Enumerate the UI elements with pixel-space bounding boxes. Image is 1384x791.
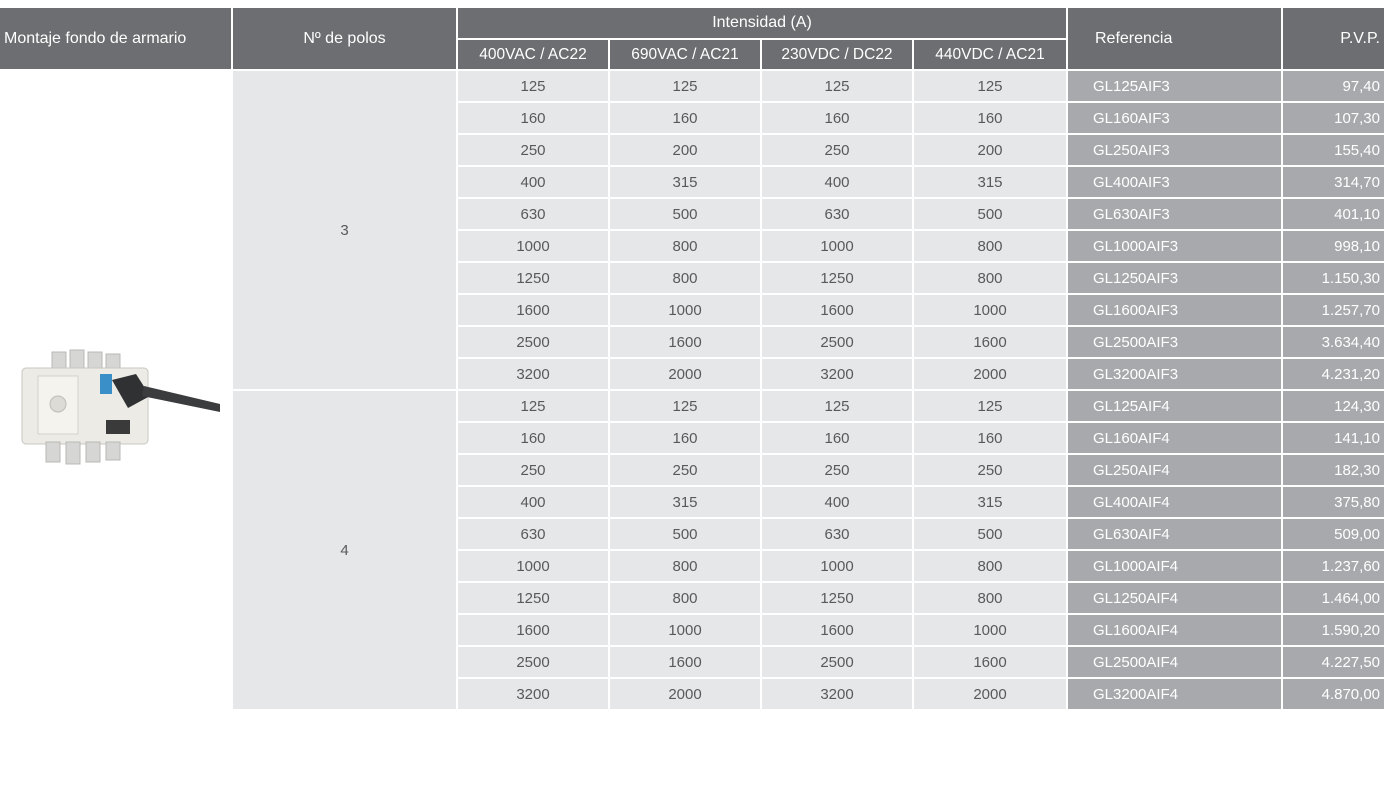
reference-cell: GL1000AIF4 <box>1068 551 1281 581</box>
intensity-cell: 3200 <box>458 359 608 389</box>
intensity-cell: 200 <box>914 135 1066 165</box>
price-cell: 998,10 <box>1283 231 1384 261</box>
intensity-cell: 500 <box>610 519 760 549</box>
intensity-cell: 125 <box>762 71 912 101</box>
price-cell: 97,40 <box>1283 71 1384 101</box>
intensity-cell: 630 <box>762 519 912 549</box>
intensity-cell: 1600 <box>762 615 912 645</box>
intensity-cell: 1000 <box>458 551 608 581</box>
intensity-cell: 1000 <box>762 231 912 261</box>
intensity-cell: 2500 <box>458 327 608 357</box>
intensity-cell: 500 <box>610 199 760 229</box>
price-cell: 509,00 <box>1283 519 1384 549</box>
intensity-cell: 1600 <box>610 327 760 357</box>
reference-cell: GL1600AIF4 <box>1068 615 1281 645</box>
header-voltage-400vac: 400VAC / AC22 <box>458 40 608 69</box>
reference-cell: GL400AIF3 <box>1068 167 1281 197</box>
reference-cell: GL400AIF4 <box>1068 487 1281 517</box>
intensity-cell: 800 <box>914 583 1066 613</box>
intensity-cell: 250 <box>762 455 912 485</box>
reference-cell: GL630AIF3 <box>1068 199 1281 229</box>
intensity-cell: 2000 <box>610 679 760 709</box>
price-cell: 3.634,40 <box>1283 327 1384 357</box>
price-cell: 124,30 <box>1283 391 1384 421</box>
reference-cell: GL630AIF4 <box>1068 519 1281 549</box>
intensity-cell: 800 <box>610 231 760 261</box>
intensity-cell: 315 <box>610 167 760 197</box>
intensity-cell: 125 <box>458 391 608 421</box>
intensity-cell: 800 <box>914 551 1066 581</box>
reference-cell: GL160AIF4 <box>1068 423 1281 453</box>
intensity-cell: 1600 <box>914 327 1066 357</box>
intensity-cell: 1600 <box>458 295 608 325</box>
intensity-cell: 400 <box>762 167 912 197</box>
intensity-cell: 3200 <box>762 679 912 709</box>
intensity-cell: 125 <box>610 391 760 421</box>
switch-disconnector-photo <box>16 346 220 472</box>
intensity-cell: 125 <box>610 71 760 101</box>
intensity-cell: 1600 <box>458 615 608 645</box>
intensity-cell: 160 <box>762 103 912 133</box>
header-voltage-690vac: 690VAC / AC21 <box>610 40 760 69</box>
reference-cell: GL1250AIF3 <box>1068 263 1281 293</box>
price-cell: 141,10 <box>1283 423 1384 453</box>
price-cell: 314,70 <box>1283 167 1384 197</box>
intensity-cell: 1000 <box>914 295 1066 325</box>
intensity-cell: 1600 <box>914 647 1066 677</box>
header-voltage-440vdc: 440VDC / AC21 <box>914 40 1066 69</box>
intensity-cell: 1000 <box>914 615 1066 645</box>
reference-cell: GL125AIF4 <box>1068 391 1281 421</box>
price-cell: 1.590,20 <box>1283 615 1384 645</box>
price-cell: 4.870,00 <box>1283 679 1384 709</box>
price-cell: 4.227,50 <box>1283 647 1384 677</box>
intensity-cell: 1600 <box>762 295 912 325</box>
header-voltage-230vdc: 230VDC / DC22 <box>762 40 912 69</box>
intensity-cell: 250 <box>610 455 760 485</box>
intensity-cell: 3200 <box>762 359 912 389</box>
intensity-cell: 160 <box>762 423 912 453</box>
intensity-cell: 2500 <box>762 327 912 357</box>
intensity-cell: 3200 <box>458 679 608 709</box>
intensity-cell: 630 <box>458 519 608 549</box>
reference-cell: GL2500AIF4 <box>1068 647 1281 677</box>
intensity-cell: 315 <box>610 487 760 517</box>
intensity-cell: 1250 <box>762 583 912 613</box>
intensity-cell: 400 <box>458 167 608 197</box>
price-cell: 1.237,60 <box>1283 551 1384 581</box>
reference-cell: GL1600AIF3 <box>1068 295 1281 325</box>
reference-cell: GL2500AIF3 <box>1068 327 1281 357</box>
price-cell: 401,10 <box>1283 199 1384 229</box>
poles-cell: 3 <box>233 71 456 389</box>
intensity-cell: 250 <box>914 455 1066 485</box>
intensity-cell: 160 <box>610 103 760 133</box>
intensity-cell: 400 <box>458 487 608 517</box>
intensity-cell: 1000 <box>458 231 608 261</box>
poles-cell: 4 <box>233 391 456 709</box>
intensity-cell: 160 <box>458 103 608 133</box>
intensity-cell: 2000 <box>610 359 760 389</box>
header-price: P.V.P. <box>1283 8 1384 69</box>
reference-cell: GL3200AIF3 <box>1068 359 1281 389</box>
intensity-cell: 315 <box>914 487 1066 517</box>
intensity-cell: 800 <box>610 583 760 613</box>
reference-cell: GL250AIF3 <box>1068 135 1281 165</box>
reference-cell: GL1250AIF4 <box>1068 583 1281 613</box>
intensity-cell: 160 <box>914 423 1066 453</box>
reference-cell: GL160AIF3 <box>1068 103 1281 133</box>
price-cell: 4.231,20 <box>1283 359 1384 389</box>
header-mounting: Montaje fondo de armario <box>0 8 231 69</box>
intensity-cell: 800 <box>610 263 760 293</box>
intensity-cell: 2000 <box>914 679 1066 709</box>
price-cell: 155,40 <box>1283 135 1384 165</box>
price-cell: 107,30 <box>1283 103 1384 133</box>
reference-cell: GL250AIF4 <box>1068 455 1281 485</box>
intensity-cell: 630 <box>458 199 608 229</box>
intensity-cell: 1600 <box>610 647 760 677</box>
intensity-cell: 1250 <box>458 583 608 613</box>
intensity-cell: 500 <box>914 199 1066 229</box>
intensity-cell: 2000 <box>914 359 1066 389</box>
intensity-cell: 1000 <box>762 551 912 581</box>
price-cell: 1.464,00 <box>1283 583 1384 613</box>
header-poles: Nº de polos <box>233 8 456 69</box>
header-reference: Referencia <box>1068 8 1281 69</box>
intensity-cell: 800 <box>914 231 1066 261</box>
intensity-cell: 1250 <box>458 263 608 293</box>
intensity-cell: 400 <box>762 487 912 517</box>
intensity-cell: 250 <box>762 135 912 165</box>
intensity-cell: 250 <box>458 455 608 485</box>
intensity-cell: 160 <box>458 423 608 453</box>
intensity-cell: 250 <box>458 135 608 165</box>
intensity-cell: 125 <box>914 71 1066 101</box>
intensity-cell: 160 <box>610 423 760 453</box>
intensity-cell: 200 <box>610 135 760 165</box>
reference-cell: GL1000AIF3 <box>1068 231 1281 261</box>
intensity-cell: 500 <box>914 519 1066 549</box>
price-cell: 182,30 <box>1283 455 1384 485</box>
intensity-cell: 800 <box>914 263 1066 293</box>
intensity-cell: 630 <box>762 199 912 229</box>
intensity-cell: 125 <box>914 391 1066 421</box>
intensity-cell: 125 <box>458 71 608 101</box>
intensity-cell: 800 <box>610 551 760 581</box>
intensity-cell: 2500 <box>458 647 608 677</box>
intensity-cell: 160 <box>914 103 1066 133</box>
price-cell: 1.150,30 <box>1283 263 1384 293</box>
intensity-cell: 1000 <box>610 295 760 325</box>
intensity-cell: 125 <box>762 391 912 421</box>
reference-cell: GL125AIF3 <box>1068 71 1281 101</box>
intensity-cell: 2500 <box>762 647 912 677</box>
intensity-cell: 1000 <box>610 615 760 645</box>
intensity-cell: 1250 <box>762 263 912 293</box>
header-intensity: Intensidad (A) <box>458 8 1066 38</box>
price-cell: 1.257,70 <box>1283 295 1384 325</box>
price-cell: 375,80 <box>1283 487 1384 517</box>
reference-cell: GL3200AIF4 <box>1068 679 1281 709</box>
intensity-cell: 315 <box>914 167 1066 197</box>
